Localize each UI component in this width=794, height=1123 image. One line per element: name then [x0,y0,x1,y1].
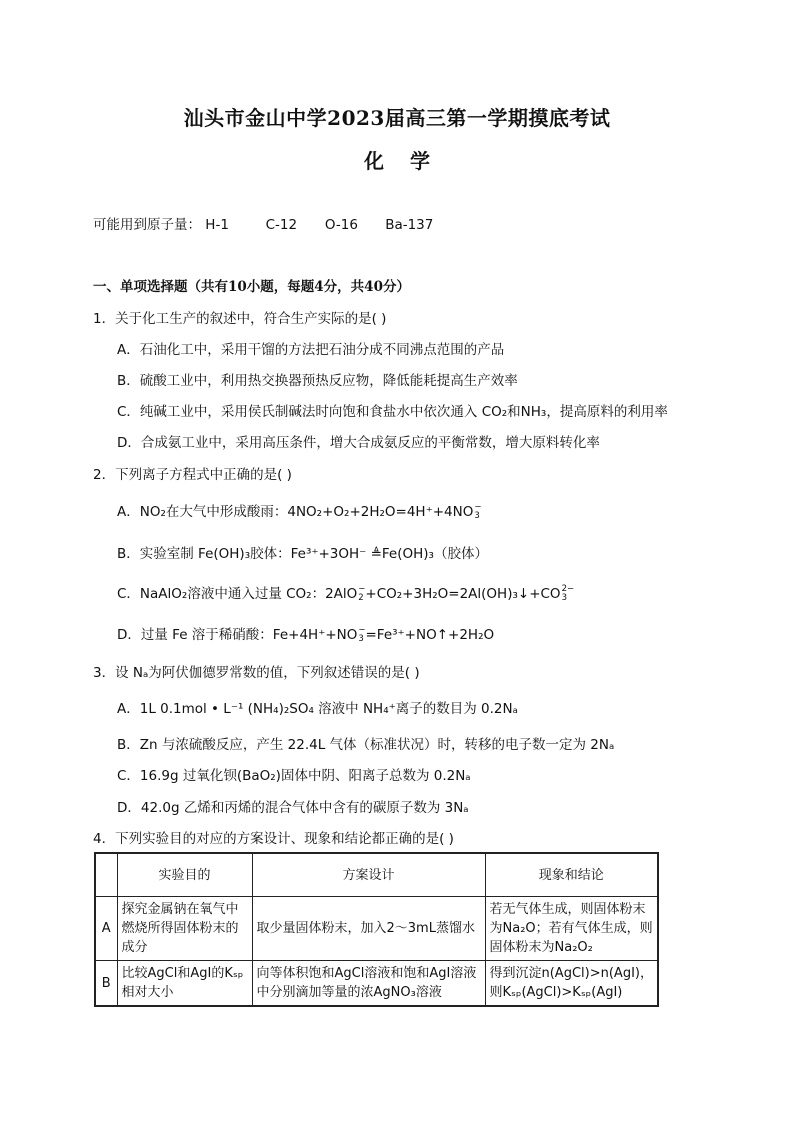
q3-option-c: C．16.9g 过氧化钡(BaO₂)固体中阴、阳离子总数为 0.2Nₐ [117,768,471,784]
row-result: 若无气体生成，则固体粉末为Na₂O；若有气体生成，则固体粉末为Na₂O₂ [485,897,658,961]
exam-subject: 化学 [364,149,456,173]
table-header-result: 现象和结论 [485,853,658,897]
q1-option-d: D．合成氨工业中，采用高压条件，增大合成氨反应的平衡常数，增大原料转化率 [117,435,600,451]
row-purpose: 探究金属钠在氧气中燃烧所得固体粉末的成分 [117,897,252,961]
row-key: B [95,961,117,1007]
q2-stem: 2．下列离子方程式中正确的是( ) [93,467,292,483]
q3-option-a: A．1L 0.1mol • L⁻¹ (NH₄)₂SO₄ 溶液中 NH₄⁺离子的数目为 0.2Nₐ [117,701,518,717]
section-heading: 一、单项选择题（共有10小题，每题4分，共40分） [93,279,410,295]
table-row [95,961,658,1007]
row-purpose: 比较AgCl和AgI的Kₛₚ相对大小 [117,961,252,1007]
q4-experiment-table [94,852,659,1007]
atomic-masses [93,216,433,234]
table-header-design: 方案设计 [252,853,485,897]
table-row [95,897,658,961]
q3-option-b: B．Zn 与浓硫酸反应，产生 22.4L 气体（标准状况）时，转移的电子数一定为 2Nₐ [117,737,615,753]
q1-option-b: B．硫酸工业中，利用热交换器预热反应物，降低能耗提高生产效率 [117,373,518,389]
mass-ba: Ba-137 [385,217,434,233]
exam-title: 汕头市金山中学2023届高三第一学期摸底考试 [183,106,611,130]
q2-option-d: D．过量 Fe 溶于稀硝酸：Fe+4H⁺+NO − 3 =Fe³⁺+NO↑+2H₂O [117,625,495,644]
table-header-key [95,853,117,897]
q3-stem: 3．设 Nₐ为阿伏伽德罗常数的值，下列叙述错误的是( ) [93,665,420,681]
atomic-masses-label: 可能用到原子量： [93,217,201,233]
row-key: A [95,897,117,961]
table-header-row [95,853,658,897]
mass-c: C-12 [265,217,298,233]
row-result: 得到沉淀n(AgCl)>n(AgI)，则Kₛₚ(AgCl)>Kₛₚ(AgI) [485,961,658,1007]
mass-o: O-16 [324,217,358,233]
heat-arrow: ≜ [370,546,382,562]
q2-option-c: C．NaAlO₂溶液中通入过量 CO₂：2AlO − 2 +CO₂+3H₂O=2Al(OH)₃↓+CO 2− 3 [117,584,575,603]
row-design: 向等体积饱和AgCl溶液和饱和AgI溶液中分别滴加等量的浓AgNO₃溶液 [252,961,485,1007]
q1-option-c: C．纯碱工业中，采用侯氏制碱法时向饱和食盐水中依次通入 CO₂和NH₃，提高原料的利用率 [117,404,668,420]
q2-option-a: A．NO₂在大气中形成酸雨：4NO₂+O₂+2H₂O=4H⁺+4NO − 3 [117,502,482,521]
q4-stem: 4．下列实验目的对应的方案设计、现象和结论都正确的是( ) [93,831,454,847]
q1-option-a: A．石油化工中，采用干馏的方法把石油分成不同沸点范围的产品 [117,342,505,358]
mass-h: H-1 [205,217,229,233]
q2-option-b: B．实验室制 Fe(OH)₃胶体：Fe³⁺+3OH⁻ ≜Fe(OH)₃（胶体） [117,546,488,562]
table-header-purpose: 实验目的 [117,853,252,897]
q3-option-d: D．42.0g 乙烯和丙烯的混合气体中含有的碳原子数为 3Nₐ [117,800,469,816]
q1-stem: 1．关于化工生产的叙述中，符合生产实际的是( ) [93,311,387,327]
row-design: 取少量固体粉末，加入2～3mL蒸馏水 [252,897,485,961]
